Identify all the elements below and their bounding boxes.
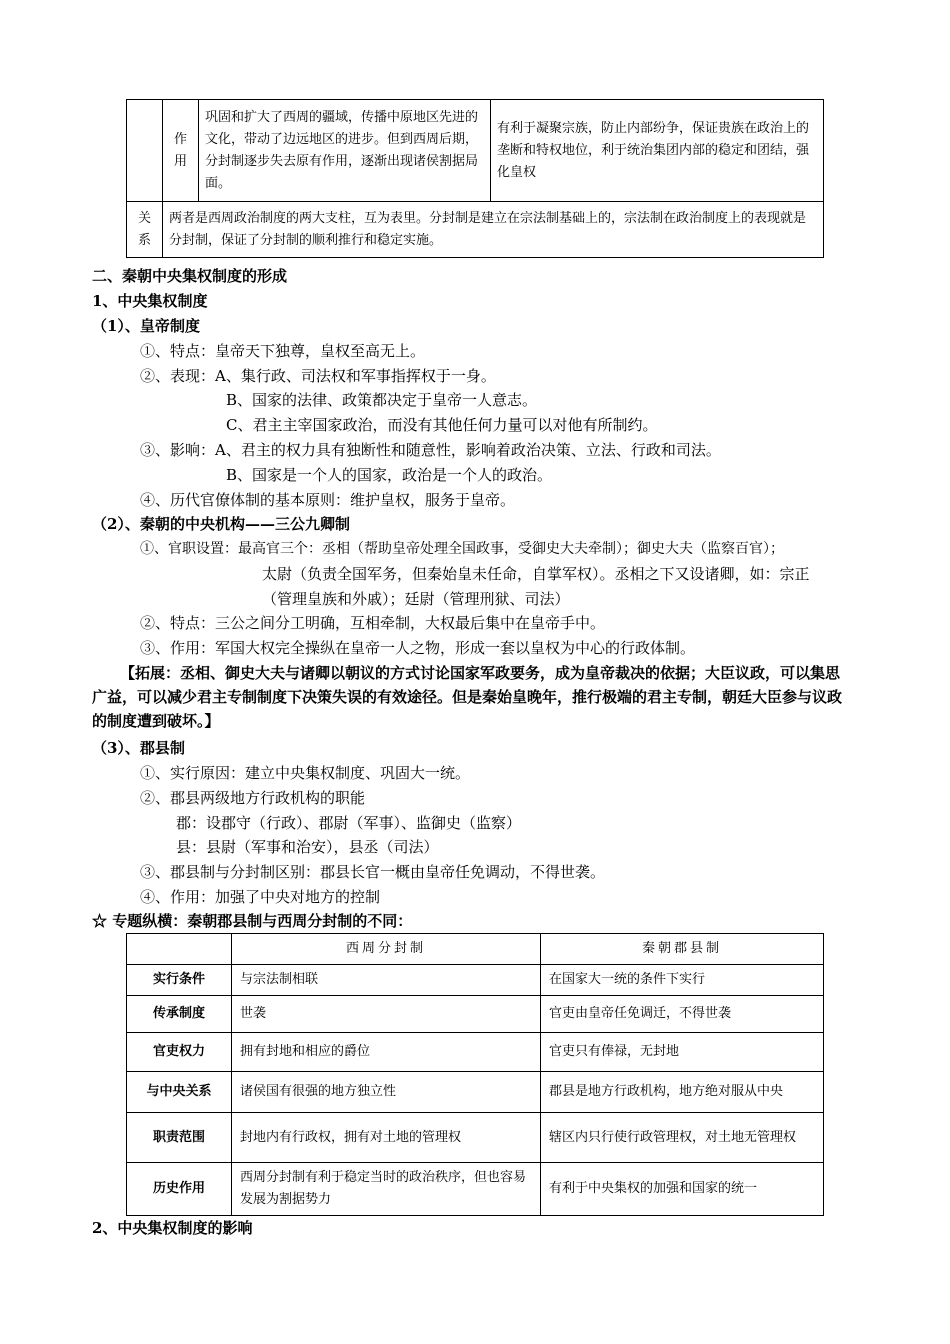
table-row <box>127 965 824 996</box>
table-cell: 诸侯国有很强的地方独立性 <box>232 1072 541 1113</box>
table-row <box>127 202 824 258</box>
table-cell: 拥有封地和相应的爵位 <box>232 1033 541 1072</box>
text-line: 郡：设郡守（行政）、郡尉（军事）、监御史（监察） <box>176 814 522 832</box>
row-header: 官吏权力 <box>127 1033 232 1072</box>
subsection-heading: 1、中央集权制度 <box>92 292 208 310</box>
empty-cell <box>127 100 163 202</box>
text-line: C、君主主宰国家政治，而没有其他任何力量可以对他有所制约。 <box>226 416 658 434</box>
fenfeng-zongfa-table <box>126 99 824 258</box>
relation-cell: 两者是西周政治制度的两大支柱，互为表里。分封制是建立在宗法制基础上的，宗法制在政治制度上的表现就是分封制，保证了分封制的顺利推行和稳定实施。 <box>163 202 824 258</box>
text-line: ③、作用：军国大权完全操纵在皇帝一人之物，形成一套以皇权为中心的行政体制。 <box>140 639 696 657</box>
row-header: 实行条件 <box>127 965 232 996</box>
text-line: 太尉（负责全国军务，但秦始皇未任命，自掌军权）。丞相之下又设诸卿，如：宗正 <box>262 565 810 583</box>
topic-heading: （1）、皇帝制度 <box>92 317 200 335</box>
table-cell: 官吏只有俸禄，无封地 <box>541 1033 824 1072</box>
column-header: 西周分封制 <box>232 934 541 965</box>
text-line: ①、官职设置：最高官三个：丞相（帮助皇帝处理全国政事，受御史大夫牵制）；御史大夫（监察百官）； <box>140 541 784 557</box>
table-cell: 世袭 <box>232 996 541 1033</box>
table-row <box>127 996 824 1033</box>
effect-label: 作 用 <box>163 100 199 202</box>
text-line: ②、表现：A、集行政、司法权和军事指挥权于一身。 <box>140 367 496 385</box>
table-header-row <box>127 934 824 965</box>
row-header: 历史作用 <box>127 1163 232 1216</box>
text-line: ④、作用：加强了中央对地方的控制 <box>140 888 381 906</box>
table-cell: 在国家大一统的条件下实行 <box>541 965 824 996</box>
row-header: 传承制度 <box>127 996 232 1033</box>
comparison-table <box>126 933 824 1216</box>
table-row <box>127 1072 824 1113</box>
table-cell: 与宗法制相联 <box>232 965 541 996</box>
effect-fenfeng-cell: 巩固和扩大了西周的疆域，传播中原地区先进的文化，带动了边远地区的进步。但到西周后期，分封制逐步失去原有作用，逐渐出现诸侯割据局面。 <box>199 100 491 202</box>
table-cell: 郡县是地方行政机构，地方绝对服从中央 <box>541 1072 824 1113</box>
table-corner-cell <box>127 934 232 965</box>
table-cell: 有利于中央集权的加强和国家的统一 <box>541 1163 824 1216</box>
text-line: ①、实行原因：建立中央集权制度、巩固大一统。 <box>140 764 471 782</box>
table-row <box>127 100 824 202</box>
effect-zongfa-cell: 有利于凝聚宗族，防止内部纷争，保证贵族在政治上的垄断和特权地位，利于统治集团内部的稳定和团结，强化皇权 <box>491 100 824 202</box>
text-line: 县：县尉（军事和治安），县丞（司法） <box>176 838 439 856</box>
column-header: 秦朝郡县制 <box>541 934 824 965</box>
table-row <box>127 1033 824 1072</box>
text-line: ③、影响：A、君主的权力具有独断性和随意性，影响着政治决策、立法、行政和司法。 <box>140 441 721 459</box>
text-line: ④、历代官僚体制的基本原则：维护皇权，服务于皇帝。 <box>140 491 516 509</box>
extension-note: 【拓展：丞相、御史大夫与诸卿以朝议的方式讨论国家军政要务，成为皇帝裁决的依据；大臣议政，可以集思广益，可以减少君主专制制度下决策失误的有效途径。但是秦始皇晚年，推行极端的君主专制，朝廷大臣参与议政的制度遭到破坏。】 <box>92 664 843 730</box>
text-line: B、国家的法律、政策都决定于皇帝一人意志。 <box>226 391 538 409</box>
row-header: 与中央关系 <box>127 1072 232 1113</box>
table-cell: 西周分封制有利于稳定当时的政治秩序，但也容易发展为割据势力 <box>232 1163 541 1216</box>
table-cell: 辖区内只行使行政管理权，对土地无管理权 <box>541 1113 824 1163</box>
text-line: ③、郡县制与分封制区别：郡县长官一概由皇帝任免调动，不得世袭。 <box>140 863 606 881</box>
text-line: ①、特点：皇帝天下独尊，皇权至高无上。 <box>140 342 426 360</box>
section-heading: 二、秦朝中央集权制度的形成 <box>92 267 288 285</box>
table-row <box>127 1163 824 1216</box>
table-cell: 封地内有行政权，拥有对土地的管理权 <box>232 1113 541 1163</box>
text-line: B、国家是一个人的国家，政治是一个人的政治。 <box>226 466 553 484</box>
subsection-heading: 2、中央集权制度的影响 <box>92 1219 253 1237</box>
topic-heading: （2）、秦朝的中央机构——三公九卿制 <box>92 515 350 533</box>
relation-label: 关 系 <box>127 202 163 258</box>
topic-heading: ☆ 专题纵横：秦朝郡县制与西周分封制的不同： <box>92 912 413 930</box>
text-line: ②、特点：三公之间分工明确，互相牵制，大权最后集中在皇帝手中。 <box>140 614 606 632</box>
row-header: 职责范围 <box>127 1113 232 1163</box>
text-line: ②、郡县两级地方行政机构的职能 <box>140 789 366 807</box>
topic-heading: （3）、郡县制 <box>92 739 185 757</box>
text-line: （管理皇族和外戚）；廷尉（管理刑狱、司法） <box>262 590 570 608</box>
table-cell: 官吏由皇帝任免调迁，不得世袭 <box>541 996 824 1033</box>
table-row <box>127 1113 824 1163</box>
